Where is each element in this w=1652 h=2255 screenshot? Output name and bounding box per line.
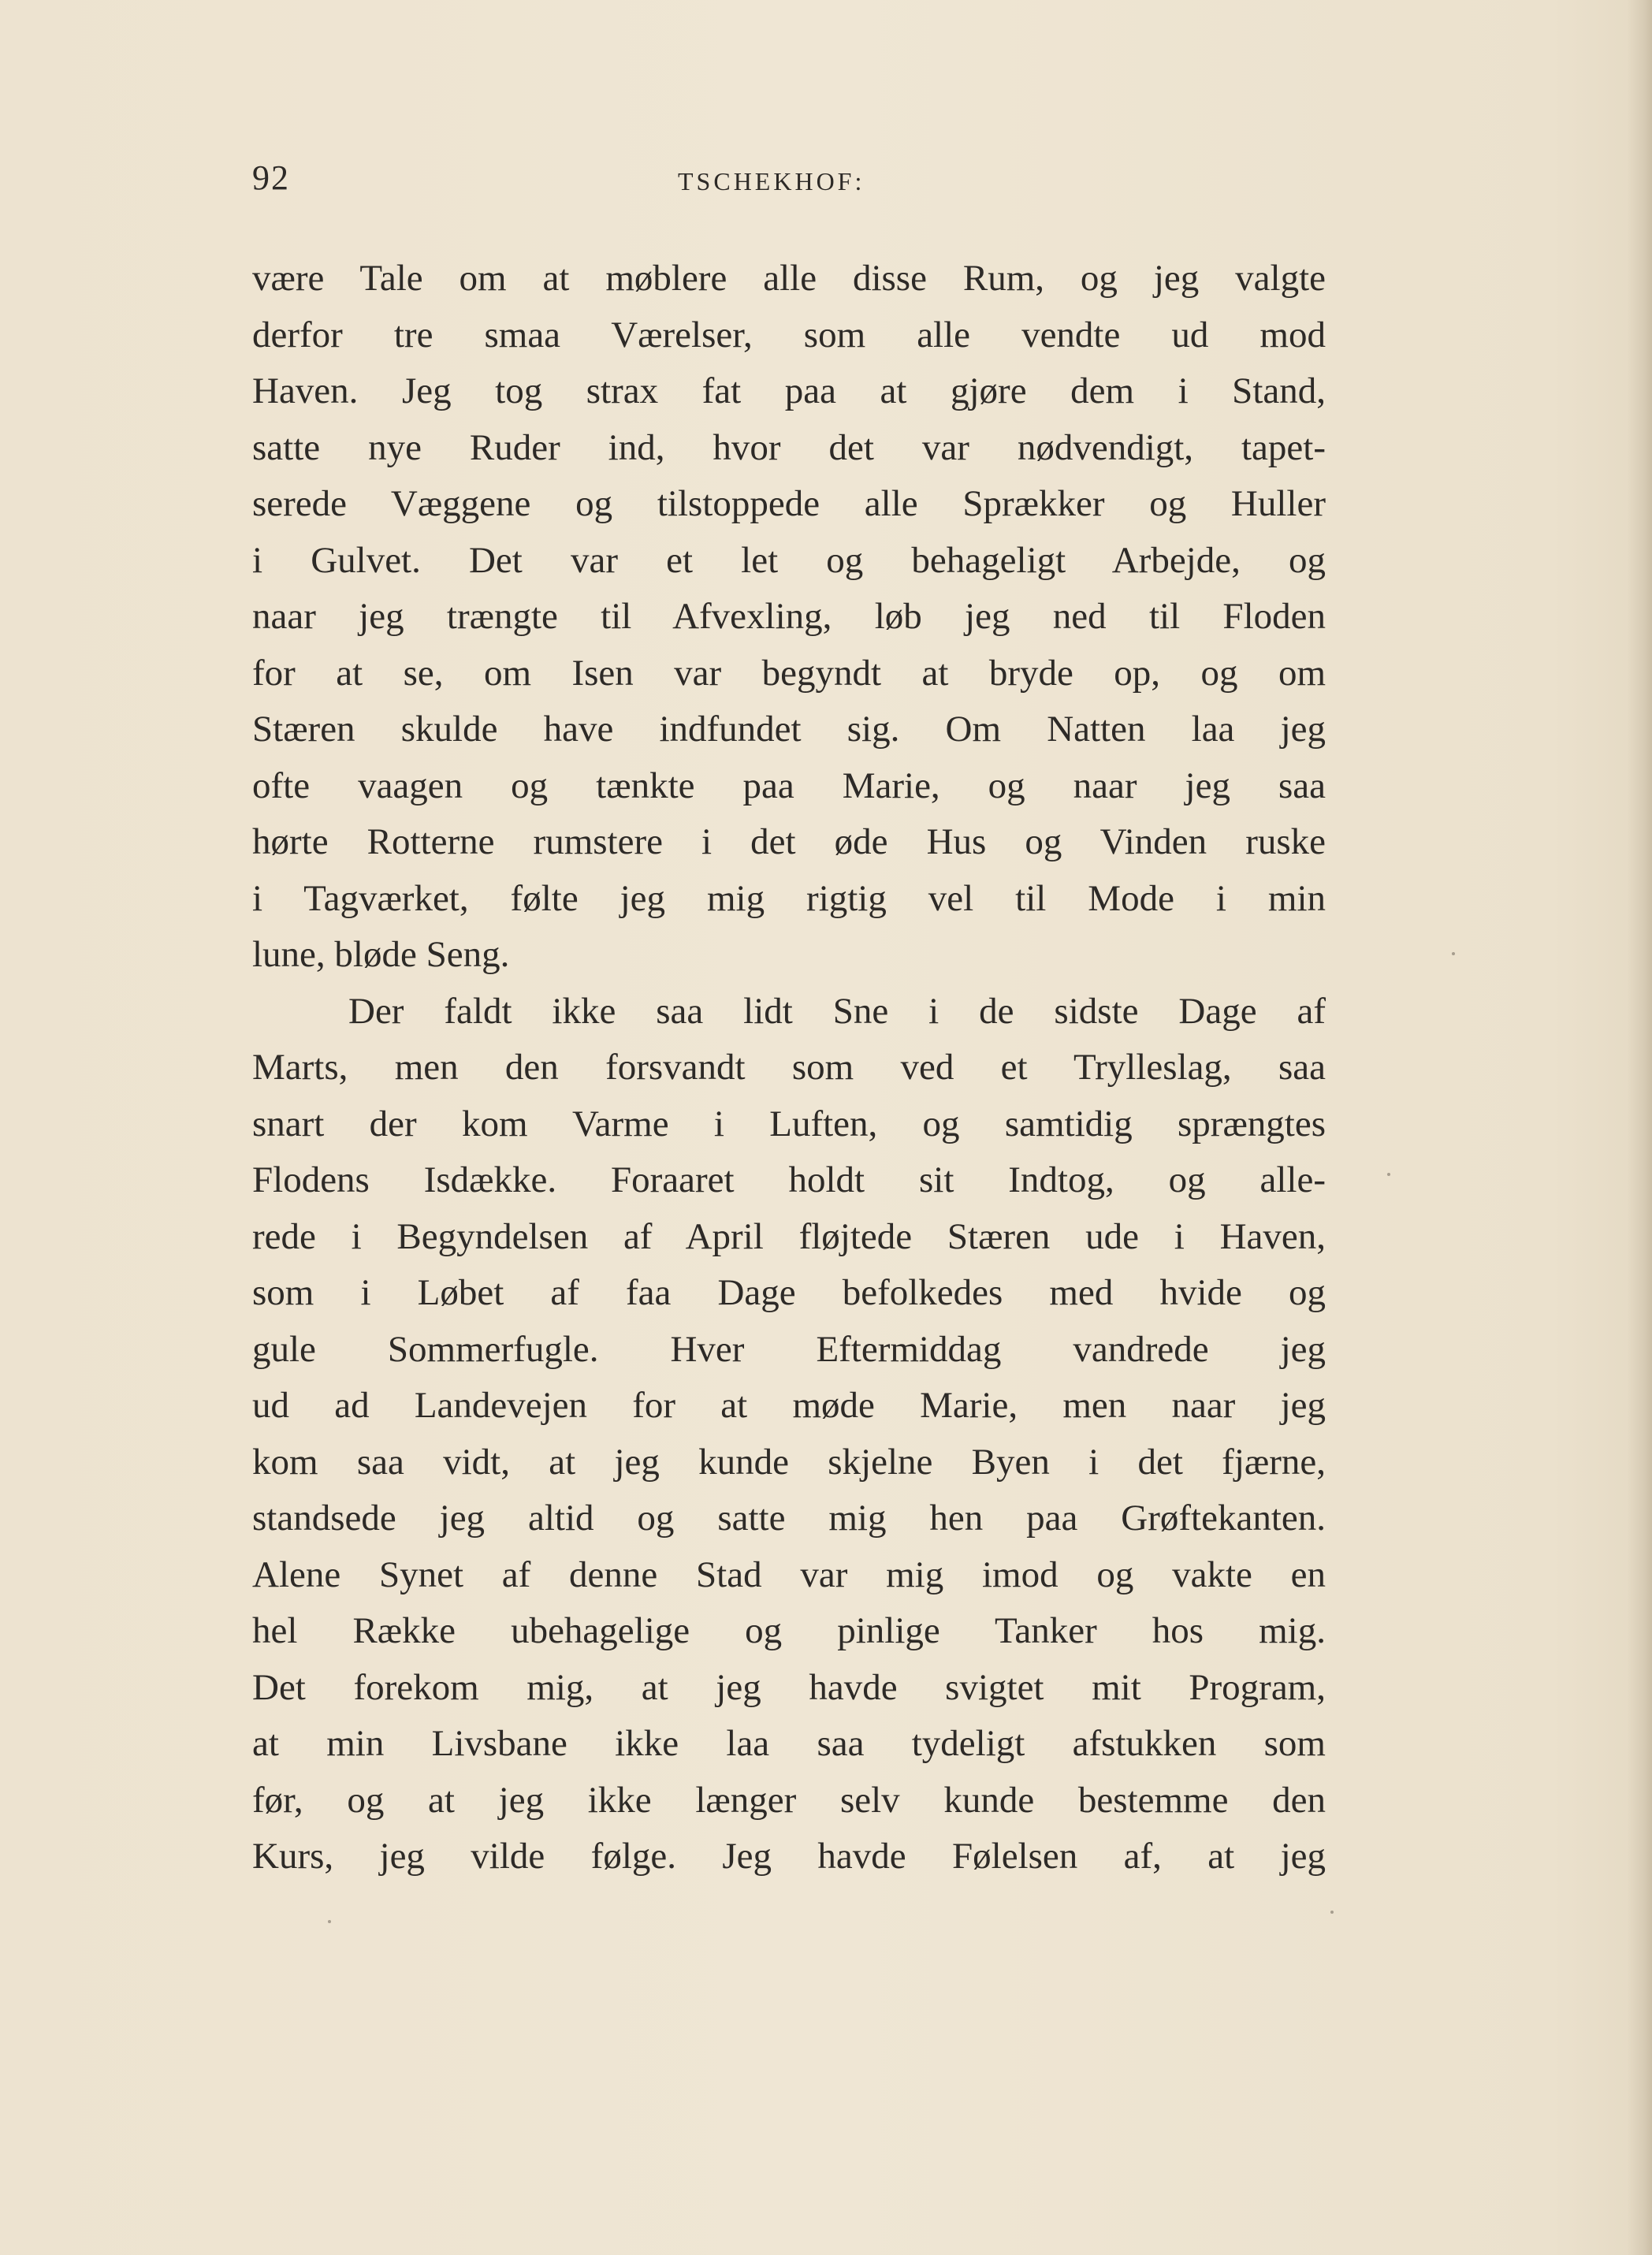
- text-line: før, og at jeg ikke længer selv kunde bestemme den: [252, 1779, 1326, 1821]
- paragraph-2: [252, 984, 1326, 1885]
- text-line: serede Væggene og tilstoppede alle Sprækker og Huller: [252, 483, 1326, 524]
- text-line: rede i Begyndelsen af April fløjtede Stæren ude i Haven,: [252, 1215, 1326, 1257]
- text-line: i Gulvet. Det var et let og behageligt Arbejde, og: [252, 539, 1326, 581]
- text-line: være Tale om at møblere alle disse Rum, og jeg valgte: [252, 258, 1326, 299]
- paper-speck: [1330, 1911, 1334, 1914]
- paragraph-1: [252, 251, 1326, 984]
- text-line: snart der kom Varme i Luften, og samtidig sprængtes: [252, 1103, 1326, 1144]
- text-line: gule Sommerfugle. Hver Eftermiddag vandrede jeg: [252, 1328, 1326, 1370]
- running-head: TSCHEKHOF:: [678, 167, 865, 195]
- text-line: Der faldt ikke saa lidt Sne i de sidste Dage af: [348, 990, 1326, 1032]
- text-line: Alene Synet af denne Stad var mig imod og vakte en: [252, 1554, 1326, 1595]
- text-line: Flodens Isdække. Foraaret holdt sit Indtog, og alle-: [252, 1159, 1326, 1200]
- text-line: ud ad Landevejen for at møde Marie, men naar jeg: [252, 1385, 1326, 1426]
- text-line: at min Livsbane ikke laa saa tydeligt afstukken som: [252, 1723, 1326, 1764]
- text-line: lune, bløde Seng.: [252, 934, 510, 975]
- text-line: Kurs, jeg vilde følge. Jeg havde Følelsen af, at jeg: [252, 1836, 1326, 1877]
- text-line: som i Løbet af faa Dage befolkedes med hvide og: [252, 1272, 1326, 1313]
- text-line: ofte vaagen og tænkte paa Marie, og naar jeg saa: [252, 765, 1326, 806]
- page-number: 92: [252, 158, 290, 197]
- body-text: [252, 251, 1326, 1885]
- paper-speck: [1452, 952, 1455, 955]
- text-line: Stæren skulde have indfundet sig. Om Natten laa jeg: [252, 709, 1326, 750]
- text-line: Haven. Jeg tog strax fat paa at gjøre dem i Stand,: [252, 370, 1326, 411]
- text-line: Det forekom mig, at jeg havde svigtet mit Program,: [252, 1666, 1326, 1708]
- text-line: hørte Rotterne rumstere i det øde Hus og Vinden ruske: [252, 821, 1326, 862]
- page-edge-shadow: [1627, 0, 1652, 2255]
- text-line: kom saa vidt, at jeg kunde skjelne Byen i det fjærne,: [252, 1441, 1326, 1483]
- paper-speck: [328, 1920, 331, 1923]
- text-line: naar jeg trængte til Afvexling, løb jeg ned til Floden: [252, 596, 1326, 637]
- page-header: [252, 154, 1324, 202]
- text-line: for at se, om Isen var begyndt at bryde op, og om: [252, 652, 1326, 694]
- paper-speck: [1387, 1173, 1390, 1176]
- text-line: derfor tre smaa Værelser, som alle vendte ud mod: [252, 314, 1326, 355]
- text-line: Marts, men den forsvandt som ved et Trylleslag, saa: [252, 1047, 1326, 1088]
- text-line: satte nye Ruder ind, hvor det var nødvendigt, tapet-: [252, 426, 1326, 468]
- text-line: hel Række ubehagelige og pinlige Tanker hos mig.: [252, 1610, 1326, 1651]
- text-line: i Tagværket, følte jeg mig rigtig vel til Mode i min: [252, 877, 1326, 919]
- text-line: standsede jeg altid og satte mig hen paa Grøftekanten.: [252, 1498, 1326, 1539]
